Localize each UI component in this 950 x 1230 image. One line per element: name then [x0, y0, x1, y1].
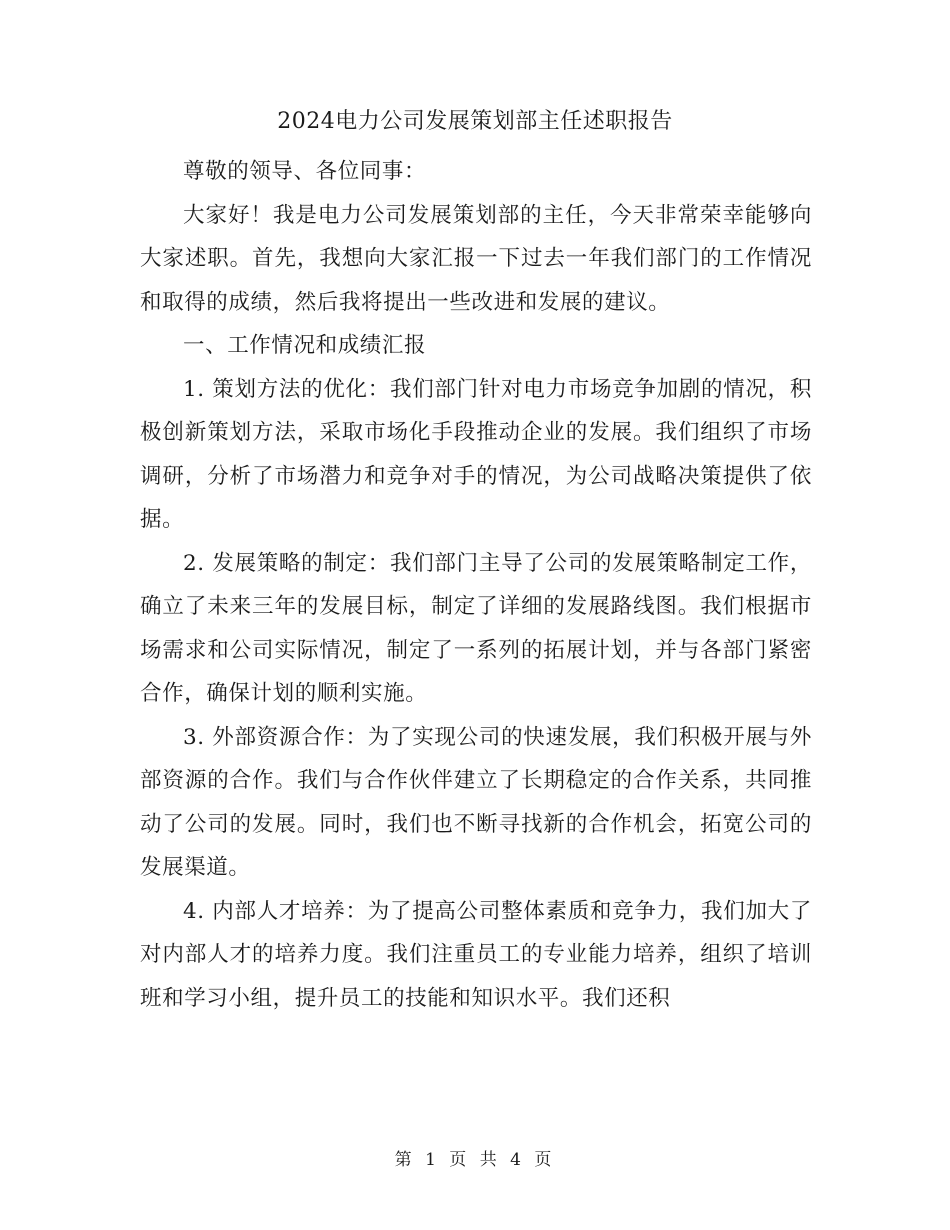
- item-paragraph-4: 4. 内部人才培养：为了提高公司整体素质和竞争力，我们加大了对内部人才的培养力度。我们注重员工的专业能力培养，组织了培训班和学习小组，提升员工的技能和知识水平。我们还积: [140, 898, 812, 1011]
- section-heading: 一、工作情况和成绩汇报: [183, 333, 427, 358]
- item-paragraph-2: 2. 发展策略的制定：我们部门主导了公司的发展策略制定工作，确立了未来三年的发展目标，制定了详细的发展路线图。我们根据市场需求和公司实际情况，制定了一系列的拓展计划，并与各部门紧密合作，确保计划的顺利实施。: [140, 550, 812, 706]
- document-title: 2024电力公司发展策划部主任述职报告: [277, 109, 673, 134]
- document-body: [140, 150, 812, 1020]
- page-number-footer: 第 1 页 共 4 页: [394, 1150, 556, 1170]
- intro-paragraph: 大家好！我是电力公司发展策划部的主任，今天非常荣幸能够向大家述职。首先，我想向大家汇报一下过去一年我们部门的工作情况和取得的成绩，然后我将提出一些改进和发展的建议。: [140, 202, 812, 315]
- item-paragraph-3: 3. 外部资源合作：为了实现公司的快速发展，我们积极开展与外部资源的合作。我们与合作伙伴建立了长期稳定的合作关系，共同推动了公司的发展。同时，我们也不断寻找新的合作机会，拓宽公司的发展渠道。: [140, 724, 812, 880]
- salutation-paragraph: 尊敬的领导、各位同事：: [183, 159, 427, 184]
- item-paragraph-1: 1. 策划方法的优化：我们部门针对电力市场竞争加剧的情况，积极创新策划方法，采取市场化手段推动企业的发展。我们组织了市场调研，分析了市场潜力和竞争对手的情况，为公司战略决策提供了依据。: [140, 376, 812, 532]
